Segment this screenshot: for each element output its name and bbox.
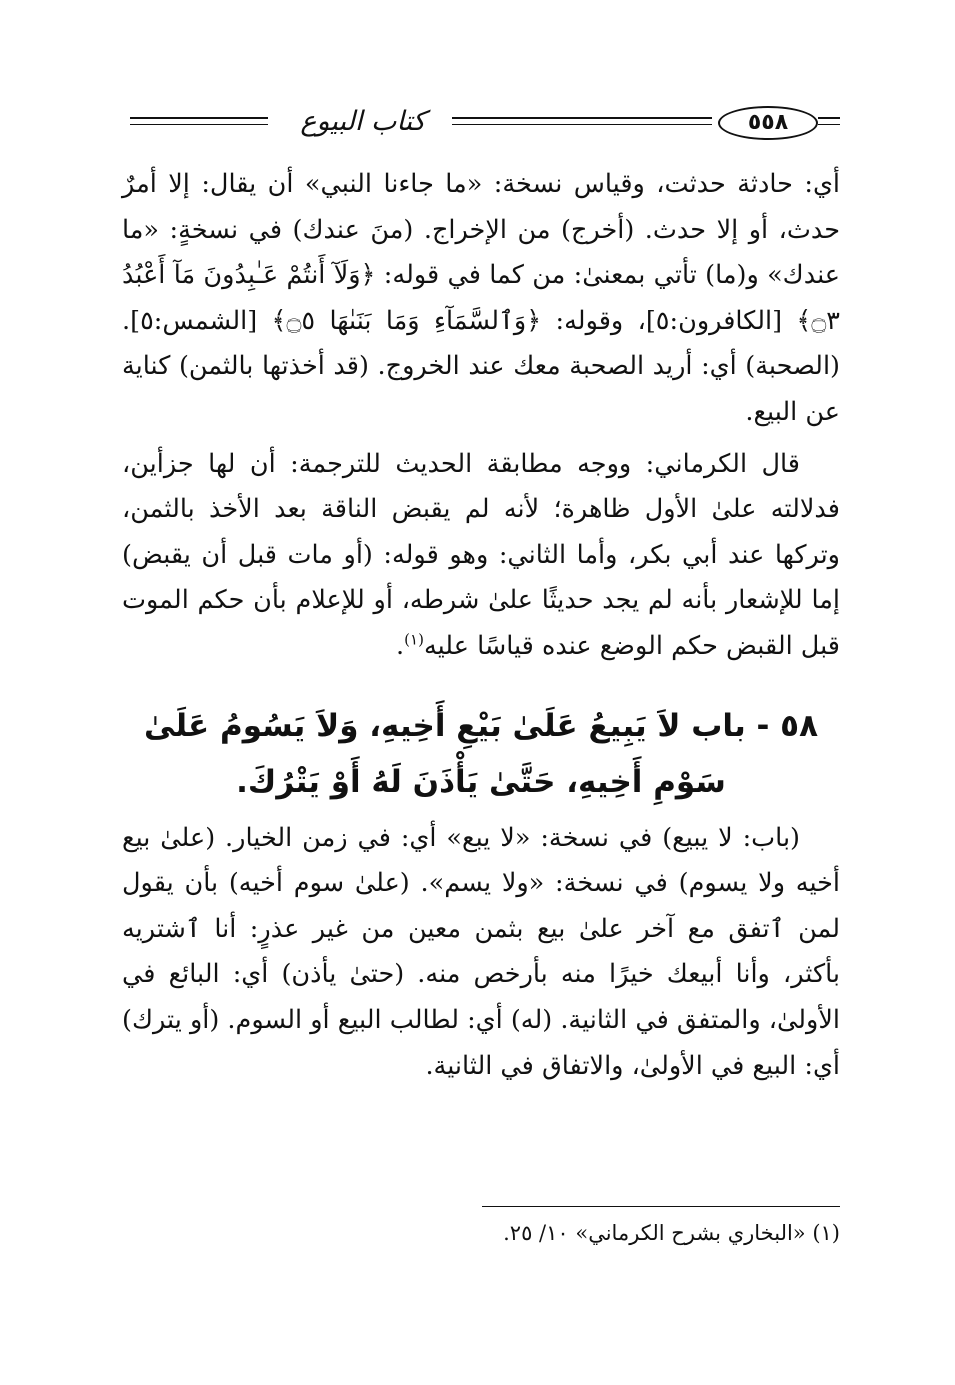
header-rule — [452, 117, 712, 119]
footnote: (١) «البخاري بشرح الكرماني» ١٠/ ٢٥. — [503, 1221, 840, 1245]
main-text — [122, 162, 840, 1089]
running-header — [100, 100, 840, 148]
header-rule — [130, 124, 268, 125]
paragraph: (باب: لا يبيع) في نسخة: «لا يبع» أي: في زمن الخيار. (علىٰ بيع أخيه ولا يسوم) في نسخة: «ولا يسم». (علىٰ سوم أخيه) بأن يقول لمن ٱتفق مع آخر علىٰ بيع بثمن معين من غير عذرٍ: أنا ٱشتريه بأكثر، وأنا أبيعك خيرًا منه بأرخص منه. (حتىٰ يأذن) أي: البائع في الأولىٰ، والمتفق في الثانية. (له) أي: لطالب البيع أو السوم. (أو يترك) أي: البيع في الأولىٰ، والاتفاق في الثانية. — [122, 822, 840, 1081]
header-rule — [130, 117, 268, 119]
footnote-marker: (١) — [404, 630, 424, 649]
chapter-heading: ٥٨ - باب لاَ يَبِيعُ عَلَىٰ بَيْعِ أَخِيهِ، وَلاَ يَسُومُ عَلَىٰ سَوْمِ أَخِيهِ، حَتَّىٰ يَأْذَنَ لَهُ أَوْ يَتْرُكَ. — [143, 707, 819, 800]
header-rule — [452, 124, 712, 125]
paragraph-text: قال الكرماني: ووجه مطابقة الحديث للترجمة: أن لها جزأين، فدلالته علىٰ الأول ظاهرة؛ لأنه لم يقبض الناقة بعد الأخذ بالثمن، وتركها عند أبي بكر، وأما الثاني: وهو قوله: (أو مات قبل أن يقبض) إما للإشعار بأنه لم يجد حديثًا علىٰ شرطه، أو للإعلام بأن حكم الموت قبل القبض حكم الوضع عنده قياسًا عليه — [122, 448, 840, 661]
paragraph: أي: حادثة حدثت، وقياس نسخة: «ما جاءنا النبي» أن يقال: إلا أمرٌ حدث، أو إلا حدث. (أخرج) من الإخراج. (منَ عندك) في نسخةٍ: «ما عندك» و(ما) تأتي بمعنىٰ: من كما في قوله: ﴿وَلَآ أَنتُمْ عَـٰبِدُونَ مَآ أَعْبُدُ ۝٣﴾ [الكافرون:٥]، وقوله: ﴿وَٱلسَّمَآءِ وَمَا بَنَىٰهَا ۝٥﴾ [الشمس:٥]. (الصحبة) أي: أريد الصحبة معك عند الخروج. (قد أخذتها بالثمن) كناية عن البيع. — [122, 169, 840, 427]
header-rule — [818, 117, 840, 119]
footnote-divider — [482, 1206, 840, 1207]
page-number: ٥٥٨ — [718, 106, 818, 140]
paragraph: قال الكرماني: ووجه مطابقة الحديث للترجمة: أن لها جزأين، فدلالته علىٰ الأول ظاهرة؛ لأنه لم يقبض الناقة بعد الأخذ بالثمن، وتركها عند أبي بكر، وأما الثاني: وهو قوله: (أو مات قبل أن يقبض) إما للإشعار بأنه لم يجد حديثًا علىٰ شرطه، أو للإعلام بأن حكم الموت قبل القبض حكم الوضع عنده قياسًا عليه$^{(١)}$. — [122, 448, 840, 661]
book-title: كتاب البيوع — [300, 106, 426, 137]
header-rule — [818, 124, 840, 125]
